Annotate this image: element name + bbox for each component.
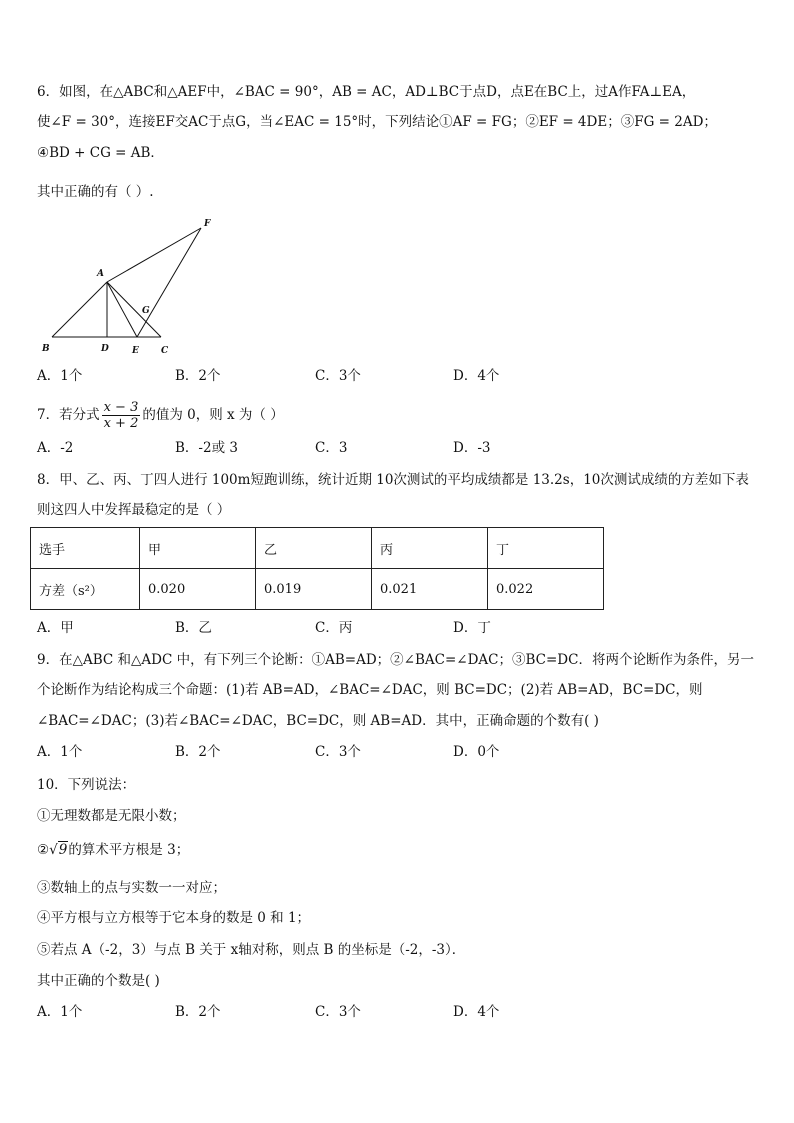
table-row	[31, 569, 604, 610]
q9-option-a[interactable]: A．1个	[37, 744, 83, 760]
segment-ef	[137, 228, 201, 337]
q9-line-1: 9．在△ABC 和△ADC 中，有下列三个论断：①AB=AD；②∠BAC=∠DAC；③BC=DC．将两个论断作为条件，另一	[37, 652, 754, 668]
sqrt-sign: √9	[49, 842, 68, 858]
q9-option-b[interactable]: B．2个	[175, 744, 221, 760]
q10-s2-radicand: 9	[58, 842, 68, 858]
q10-option-a[interactable]: A．1个	[37, 1004, 83, 1020]
q9-line-2: 个论断作为结论构成三个命题：(1)若 AB=AD，∠BAC=∠DAC，则 BC=DC；(2)若 AB=AD，BC=DC，则	[37, 682, 703, 698]
q7-options	[37, 438, 597, 458]
q6-option-c[interactable]: C．3个	[315, 368, 361, 384]
label-a: A	[97, 269, 104, 279]
q9-options	[37, 742, 597, 762]
q10-title: 10．下列说法：	[37, 777, 136, 793]
label-f: F	[204, 219, 211, 229]
table-cell: 0.020	[140, 569, 256, 610]
label-e: E	[132, 346, 139, 356]
label-c: C	[161, 346, 169, 356]
q6-geometry-figure	[30, 212, 230, 362]
q10-statement-4: ④平方根与立方根等于它本身的数是 0 和 1；	[37, 910, 311, 926]
q7-option-b[interactable]: B．-2或 3	[175, 440, 238, 456]
q10-option-d[interactable]: D．4个	[453, 1004, 500, 1020]
label-g: G	[142, 306, 150, 316]
q6-options	[37, 366, 597, 386]
q10-option-c[interactable]: C．3个	[315, 1004, 361, 1020]
q6-line-2: 使∠F = 30°，连接EF交AC于点G，当∠EAC = 15°时，下列结论①AF = FG；②EF = 4DE；③FG = 2AD；	[37, 114, 717, 130]
q10-statement-5: ⑤若点 A（-2，3）与点 B 关于 x轴对称，则点 B 的坐标是（-2，-3）．	[37, 942, 466, 958]
q9-line-3: ∠BAC=∠DAC；(3)若∠BAC=∠DAC，BC=DC，则 AB=AD．其中，正确命题的个数有( )	[37, 713, 599, 729]
label-d: D	[101, 344, 109, 354]
table-row	[31, 528, 604, 569]
q7-fraction	[102, 400, 141, 431]
variance-table	[30, 527, 604, 610]
q7-prefix: 7．若分式	[37, 407, 100, 423]
q8-options	[37, 618, 597, 638]
segment-af	[107, 228, 201, 282]
q8-option-d[interactable]: D．丁	[453, 620, 491, 636]
q9-option-d[interactable]: D．0个	[453, 744, 500, 760]
q6-option-a[interactable]: A．1个	[37, 368, 83, 384]
q6-option-d[interactable]: D．4个	[453, 368, 500, 384]
q7-suffix: 的值为 0，则 x 为（ ）	[142, 407, 284, 423]
q10-statement-2	[37, 840, 189, 860]
q7-denominator: x + 2	[103, 416, 139, 431]
table-header-cell: 丙	[372, 528, 488, 569]
q6-line-1: 6．如图，在△ABC和△AEF中，∠BAC = 90°，AB = AC，AD⊥BC于点D，点E在BC上，过A作FA⊥EA，	[37, 84, 696, 100]
table-header-cell: 乙	[256, 528, 372, 569]
q7-numerator: x − 3	[103, 400, 139, 415]
q9-option-c[interactable]: C．3个	[315, 744, 361, 760]
table-header-cell: 丁	[488, 528, 604, 569]
q10-prompt: 其中正确的个数是( )	[37, 973, 160, 989]
segment-ae	[107, 282, 137, 337]
q6-line-3: ④BD + CG = AB．	[37, 145, 164, 161]
q7-option-a[interactable]: A．-2	[37, 440, 74, 456]
q8-option-b[interactable]: B．乙	[175, 620, 212, 636]
q10-statement-1: ①无理数都是无限小数；	[37, 808, 186, 824]
q6-prompt: 其中正确的有（ ）.	[37, 184, 154, 200]
q7-option-c[interactable]: C．3	[315, 440, 348, 456]
q6-option-b[interactable]: B．2个	[175, 368, 221, 384]
q10-options	[37, 1002, 597, 1022]
q10-option-b[interactable]: B．2个	[175, 1004, 221, 1020]
q8-line-1: 8．甲、乙、丙、丁四人进行 100m短跑训练，统计近期 10次测试的平均成绩都是 13.2s，10次测试成绩的方差如下表	[37, 472, 749, 488]
q7-option-d[interactable]: D．-3	[453, 440, 491, 456]
table-cell: 0.019	[256, 569, 372, 610]
q8-option-a[interactable]: A．甲	[37, 620, 74, 636]
table-cell: 0.021	[372, 569, 488, 610]
table-header-cell: 甲	[140, 528, 256, 569]
table-cell: 0.022	[488, 569, 604, 610]
q10-s2-suffix: 的算术平方根是 3；	[68, 842, 190, 858]
table-row-label: 方差（s²）	[31, 569, 140, 610]
q10-statement-3: ③数轴上的点与实数一一对应；	[37, 880, 226, 896]
q8-option-c[interactable]: C．丙	[315, 620, 353, 636]
q10-s2-prefix: ②	[37, 842, 50, 858]
segment-ab	[52, 282, 107, 337]
label-b: B	[42, 344, 50, 354]
table-header-cell: 选手	[31, 528, 140, 569]
q7-stem	[37, 398, 284, 432]
q8-line-2: 则这四人中发挥最稳定的是（ ）	[37, 502, 231, 518]
